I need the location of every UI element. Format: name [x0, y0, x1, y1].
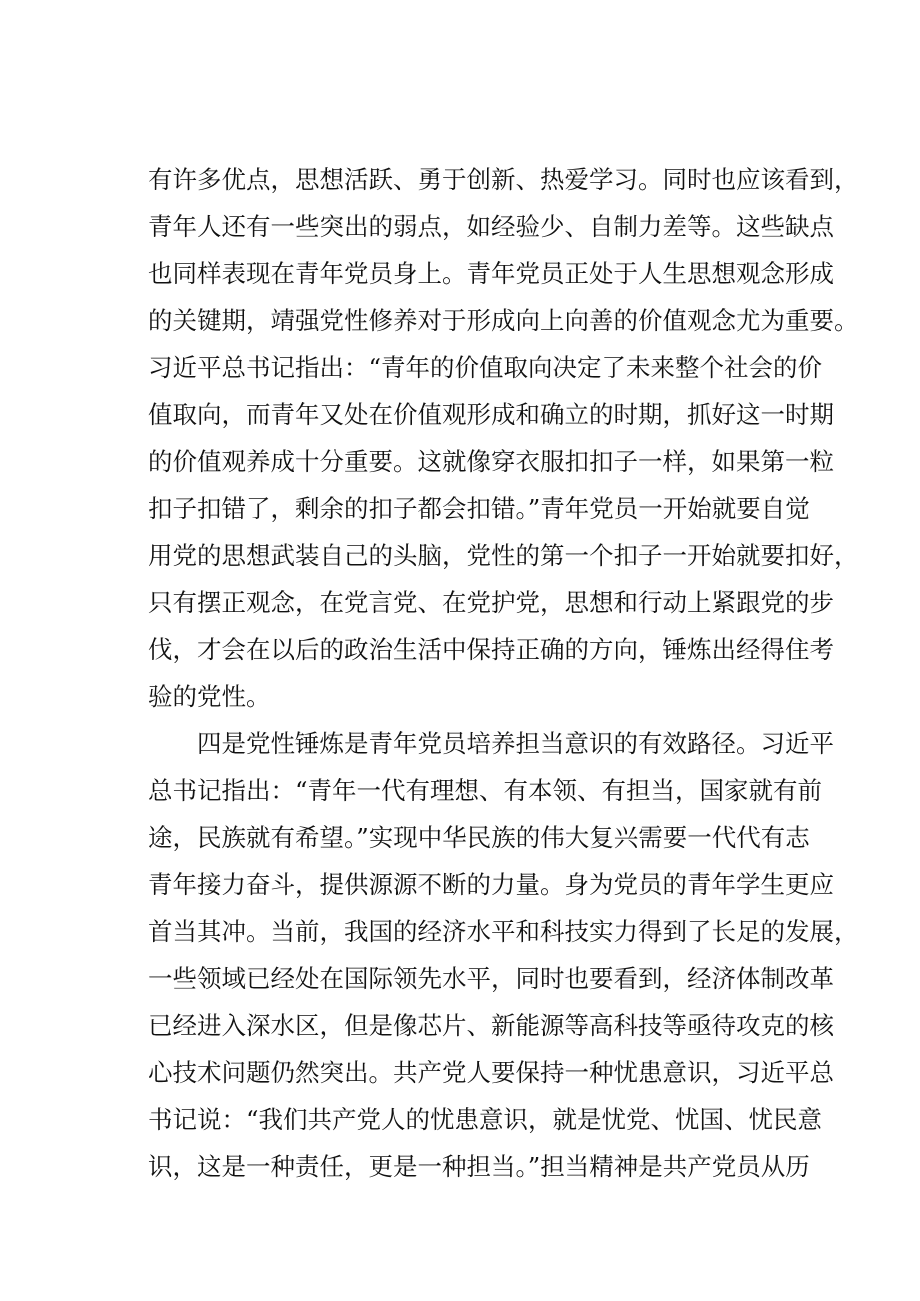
text-line: 青年接力奋斗，提供源源不断的力量。身为党员的青年学生更应 — [148, 870, 834, 899]
text-line: 习近平总书记指出：“青年的价值取向决定了未来整个社会的价 — [148, 353, 823, 382]
text-line: 的关键期，靖强党性修养对于形成向上向善的价值观念尤为重要。 — [148, 306, 859, 335]
text-line: 书记说：“我们共产党人的忧患意识，就是忧党、忧国、忧民意 — [148, 1105, 823, 1134]
text-line: 首当其冲。当前，我国的经济水平和科技实力得到了长足的发展， — [148, 917, 859, 946]
text-line: 心技术问题仍然突出。共产党人要保持一种忧患意识，习近平总 — [148, 1058, 834, 1087]
text-line: 已经进入深水区，但是像芯片、新能源等高科技等亟待攻克的核 — [148, 1011, 834, 1040]
text-line: 识，这是一种责任，更是一种担当。”担当精神是共产党员从历 — [148, 1152, 810, 1181]
body-text — [148, 156, 859, 1190]
text-line: 总书记指出：“青年一代有理想、有本领、有担当，国家就有前 — [148, 776, 823, 805]
text-line: 扣子扣错了，剩余的扣子都会扣错。”青年党员一开始就要自觉 — [148, 494, 810, 523]
paragraph-start-line: 四是党性锤炼是青年党员培养担当意识的有效路径。习近平 — [148, 729, 834, 758]
text-line: 途，民族就有希望。”实现中华民族的伟大复兴需要一代代有志 — [148, 823, 810, 852]
text-line: 值取向，而青年又处在价值观形成和确立的时期，抓好这一时期 — [148, 400, 834, 429]
text-line: 青年人还有一些突出的弱点，如经验少、自制力差等。这些缺点 — [148, 212, 834, 241]
text-line: 的价值观养成十分重要。这就像穿衣服扣扣子一样，如果第一粒 — [148, 447, 834, 476]
text-line: 有许多优点，思想活跃、勇于创新、热爱学习。同时也应该看到， — [148, 165, 859, 194]
text-line: 一些领域已经处在国际领先水平，同时也要看到，经济体制改革 — [148, 964, 834, 993]
text-line: 也同样表现在青年党员身上。青年党员正处于人生思想观念形成 — [148, 259, 834, 288]
text-line: 用党的思想武装自己的头脑，党性的第一个扣子一开始就要扣好， — [148, 541, 859, 570]
text-line: 只有摆正观念，在党言党、在党护党，思想和行动上紧跟党的步 — [148, 588, 834, 617]
text-line: 伐，才会在以后的政治生活中保持正确的方向，锤炼出经得住考 — [148, 635, 834, 664]
paragraph-end-line: 验的党性。 — [148, 682, 271, 711]
